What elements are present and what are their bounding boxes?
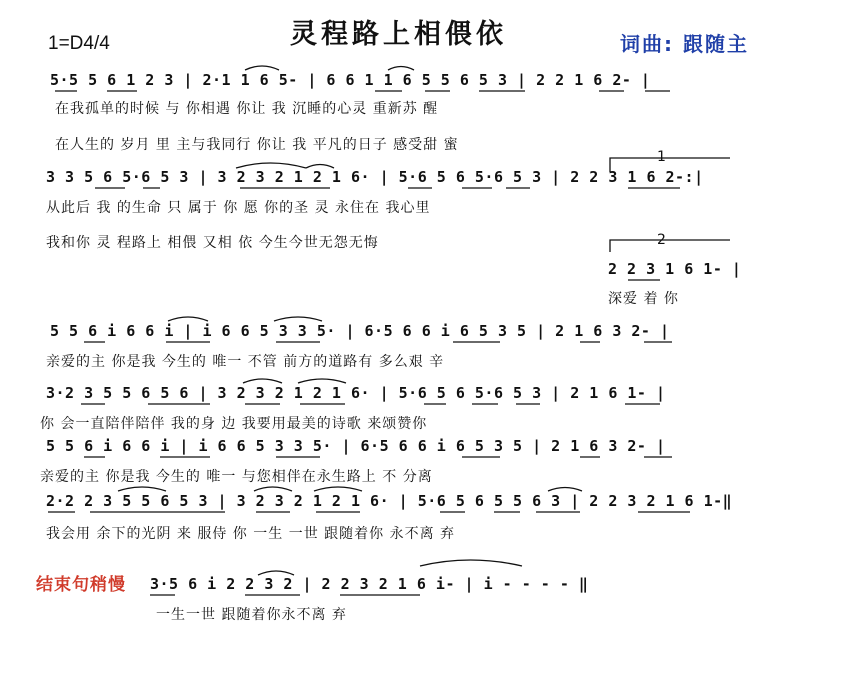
lyric-row-6: 我会用 余下的光阴 来 服侍 你 一生 一世 跟随着你 永不离 弃: [46, 526, 456, 542]
lyric-row-2-verse-2: 我和你 灵 程路上 相偎 又相 依 今生今世无怨无悔: [46, 235, 379, 251]
volta-1-label: 1: [657, 149, 666, 165]
notation-row-5: 5 5 6 i 6 6 i | i 6 6 5 3 3 5· | 6·5 6 6 i 6 5 3 5 | 2 1 6 3 2- |: [46, 437, 666, 455]
notation-row-3: 5 5 6 i 6 6 i | i 6 6 5 3 3 5· | 6·5 6 6 i 6 5 3 5 | 2 1 6 3 2- |: [50, 322, 670, 340]
ending-tempo-note: 结束句稍慢: [36, 575, 126, 595]
notation-row-1: 5·5 5 6 1 2 3 | 2·1 1 6 5- | 6 6 1 1 6 5 5 6 5 3 | 2 2 1 6 2- |: [50, 71, 651, 89]
credit: 词曲: 跟随主: [620, 32, 749, 56]
volta-2-label: 2: [657, 232, 666, 248]
notation-row-4: 3·2 3 5 5 6 5 6 | 3 2 3 2 1 2 1 6· | 5·6 5 6 5·6 5 3 | 2 1 6 1- |: [46, 384, 666, 402]
lyric-row-2-verse-1: 从此后 我 的生命 只 属于 你 愿 你的圣 灵 永住在 我心里: [46, 200, 431, 216]
lyric-row-3: 亲爱的主 你是我 今生的 唯一 不管 前方的道路有 多么艰 辛: [46, 354, 445, 370]
lyric-ending: 一生一世 跟随着你永不离 弃: [156, 607, 347, 623]
lyric-row-1-verse-2: 在人生的 岁月 里 主与我同行 你让 我 平凡的日子 感受甜 蜜: [55, 137, 459, 153]
key-signature: 1=D4/4: [48, 33, 110, 54]
lyric-row-1-verse-1: 在我孤单的时候 与 你相遇 你让 我 沉睡的心灵 重新苏 醒: [55, 101, 439, 117]
lyric-row-5: 亲爱的主 你是我 今生的 唯一 与您相伴在永生路上 不 分离: [40, 469, 433, 485]
lyric-second-ending: 深爱 着 你: [608, 291, 679, 307]
song-title: 灵程路上相偎依: [290, 19, 507, 50]
notation-second-ending: 2 2 3 1 6 1- |: [608, 260, 742, 278]
notation-ending: 3·5 6 i 2 2 3 2 | 2 2 3 2 1 6 i- | i - - - - ‖: [150, 575, 589, 593]
lyric-row-4: 你 会一直陪伴陪伴 我的身 边 我要用最美的诗歌 来颂赞你: [40, 416, 428, 432]
notation-row-6: 2·2 2 3 5 5 6 5 3 | 3 2 3 2 1 2 1 6· | 5·6 5 6 5 5 6 3 | 2 2 3 2 1 6 1-‖: [46, 492, 733, 510]
notation-row-2: 3 3 5 6 5·6 5 3 | 3 2 3 2 1 2 1 6· | 5·6 5 6 5·6 5 3 | 2 2 3 1 6 2-:|: [46, 168, 704, 186]
